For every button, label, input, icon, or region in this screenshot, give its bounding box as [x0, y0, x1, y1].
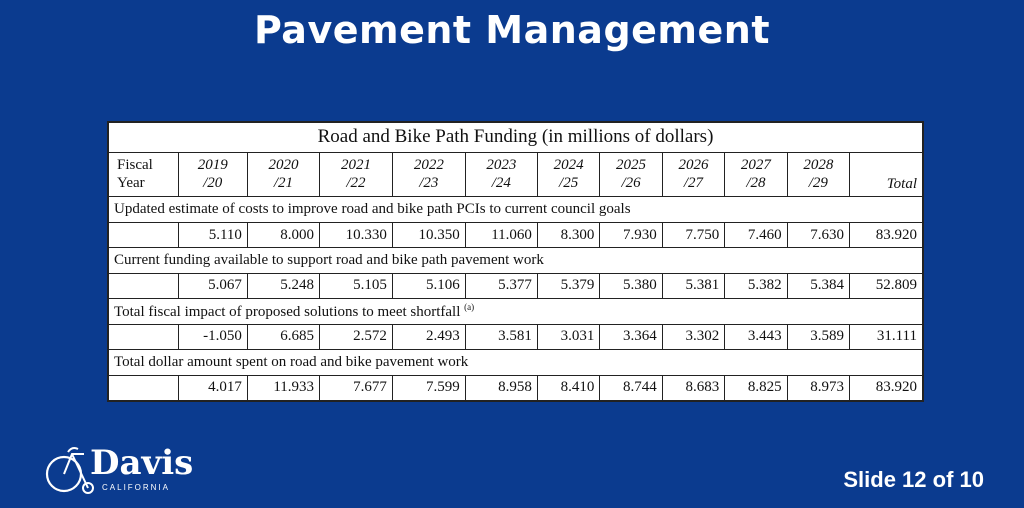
- value-cell: 5.106: [392, 273, 465, 298]
- value-cell: 7.460: [725, 222, 787, 247]
- value-cell: 5.379: [537, 273, 599, 298]
- section-label-text: Total fiscal impact of proposed solutions to meet shortfall: [114, 303, 461, 320]
- year-header: [465, 152, 537, 197]
- year-header: [662, 152, 724, 197]
- empty-cell: [109, 222, 179, 247]
- fiscal-year-header: [109, 152, 179, 197]
- section-label-row: [109, 350, 923, 375]
- year-header: [537, 152, 599, 197]
- year-header-bottom: /21: [273, 175, 294, 192]
- table-row: [109, 222, 923, 247]
- section-label: [109, 248, 923, 273]
- year-header-top: 2019: [197, 157, 228, 174]
- value-cell: 2.572: [320, 324, 393, 349]
- value-cell: 10.330: [320, 222, 393, 247]
- value-cell: 5.248: [247, 273, 319, 298]
- slide-number: Slide 12 of 10: [843, 467, 984, 492]
- logo-wordmark: Davis: [90, 443, 194, 483]
- year-header-top: 2024: [553, 157, 584, 174]
- value-cell: 3.031: [537, 324, 599, 349]
- year-header-top: 2027: [740, 157, 771, 174]
- value-cell: 5.067: [178, 273, 247, 298]
- value-cell: 3.581: [465, 324, 537, 349]
- section-label-row: [109, 248, 923, 273]
- year-header-bottom: /23: [419, 175, 439, 192]
- value-cell: 7.930: [600, 222, 662, 247]
- value-cell: 5.384: [787, 273, 849, 298]
- fiscal-label: Fiscal: [117, 157, 153, 174]
- year-header-bottom: /29: [808, 175, 828, 192]
- year-header-bottom: /28: [746, 175, 766, 192]
- year-header-bottom: /24: [491, 175, 511, 192]
- value-cell: 3.302: [662, 324, 724, 349]
- section-label: [109, 350, 923, 375]
- year-header-bottom: /22: [346, 175, 366, 192]
- section-label: [109, 197, 923, 222]
- value-cell: 8.300: [537, 222, 599, 247]
- value-cell: 2.493: [392, 324, 465, 349]
- year-header: [320, 152, 393, 197]
- value-cell: 8.000: [247, 222, 319, 247]
- value-cell: 8.744: [600, 375, 662, 401]
- value-cell: 7.677: [320, 375, 393, 401]
- section-label-row: [109, 197, 923, 222]
- value-cell: 10.350: [392, 222, 465, 247]
- logo-subtitle: CALIFORNIA: [102, 483, 171, 492]
- year-header-bottom: /20: [203, 175, 223, 192]
- total-header: Total: [850, 152, 923, 197]
- section-label-text: Updated estimate of costs to improve road and bike path PCIs to current council goals: [114, 201, 631, 218]
- year-header-bottom: /27: [683, 175, 704, 192]
- year-header-top: 2023: [486, 157, 517, 174]
- table-row: [109, 375, 923, 401]
- total-cell: 52.809: [850, 273, 923, 298]
- value-cell: 7.750: [662, 222, 724, 247]
- total-cell: 83.920: [850, 222, 923, 247]
- empty-cell: [109, 324, 179, 349]
- table-header-row: [109, 152, 923, 197]
- funding-table: [108, 122, 923, 401]
- year-header-top: 2025: [616, 157, 647, 174]
- value-cell: 6.685: [247, 324, 319, 349]
- empty-cell: [109, 375, 179, 401]
- value-cell: 3.443: [725, 324, 787, 349]
- year-header: [178, 152, 247, 197]
- value-cell: 11.933: [247, 375, 319, 401]
- year-header: [787, 152, 849, 197]
- value-cell: 3.364: [600, 324, 662, 349]
- value-cell: 8.825: [725, 375, 787, 401]
- empty-cell: [109, 273, 179, 298]
- table-row: [109, 273, 923, 298]
- value-cell: 5.377: [465, 273, 537, 298]
- value-cell: 3.589: [787, 324, 849, 349]
- year-header: [725, 152, 787, 197]
- funding-table-panel: [107, 121, 924, 402]
- year-header-top: 2022: [413, 157, 444, 174]
- value-cell: 8.683: [662, 375, 724, 401]
- value-cell: 7.599: [392, 375, 465, 401]
- value-cell: 8.410: [537, 375, 599, 401]
- year-header-bottom: /25: [559, 175, 579, 192]
- davis-logo: [44, 440, 194, 500]
- penny-farthing-bicycle-icon: [44, 440, 96, 500]
- total-cell: 31.111: [850, 324, 923, 349]
- value-cell: 5.382: [725, 273, 787, 298]
- footnote-marker: (a): [464, 301, 475, 312]
- slide-title: Pavement Management: [253, 8, 771, 52]
- year-header: [247, 152, 319, 197]
- table-body: [109, 197, 923, 401]
- total-cell: 83.920: [850, 375, 923, 401]
- table-caption: Road and Bike Path Funding (in millions of dollars): [109, 123, 923, 153]
- section-label-text: Current funding available to support road and bike path pavement work: [114, 251, 544, 268]
- year-header-top: 2021: [340, 157, 371, 174]
- year-label: Year: [117, 175, 145, 192]
- table-row: [109, 324, 923, 349]
- year-header-top: 2028: [803, 157, 834, 174]
- value-cell: 7.630: [787, 222, 849, 247]
- value-cell: 5.105: [320, 273, 393, 298]
- year-header-top: 2020: [268, 157, 299, 174]
- section-label-row: [109, 299, 923, 324]
- year-header: [392, 152, 465, 197]
- value-cell: 5.380: [600, 273, 662, 298]
- year-header: [600, 152, 662, 197]
- value-cell: 5.381: [662, 273, 724, 298]
- value-cell: 4.017: [178, 375, 247, 401]
- value-cell: 8.958: [465, 375, 537, 401]
- value-cell: 5.110: [178, 222, 247, 247]
- value-cell: 11.060: [465, 222, 537, 247]
- section-label-text: Total dollar amount spent on road and bike pavement work: [114, 353, 469, 370]
- year-header-top: 2026: [678, 157, 709, 174]
- year-header-bottom: /26: [621, 175, 641, 192]
- value-cell: -1.050: [178, 324, 247, 349]
- section-label: [109, 299, 923, 324]
- value-cell: 8.973: [787, 375, 849, 401]
